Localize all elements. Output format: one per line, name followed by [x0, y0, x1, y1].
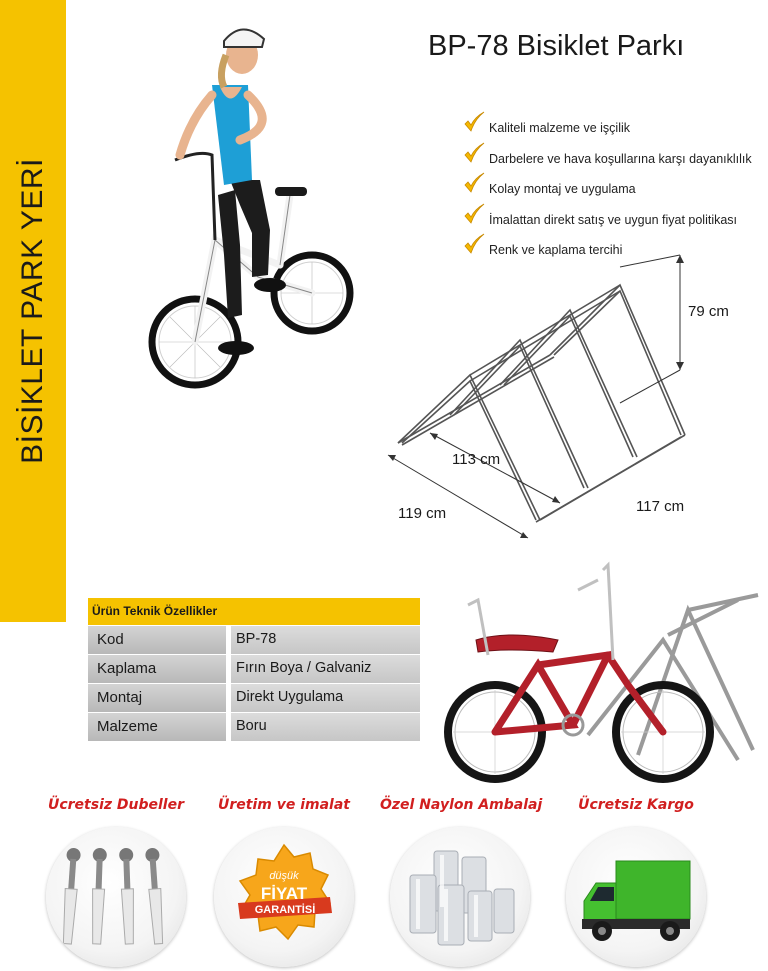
seal-text-low: düşük [269, 870, 299, 882]
table-row [88, 684, 420, 712]
checkmark-icon [463, 172, 485, 196]
rack-technical-drawing [380, 245, 740, 545]
dowel-screws-icon [46, 827, 186, 967]
bike-in-rack-image [438, 560, 763, 790]
feature-text: Darbelere ve hava koşullarına karşı dayanıklılık [489, 151, 752, 166]
nylon-packaging-badge [390, 827, 530, 967]
spec-key: Kaplama [88, 655, 226, 683]
price-guarantee-badge [214, 827, 354, 967]
spec-value: Boru [231, 713, 420, 741]
checkmark-icon [463, 203, 485, 227]
spec-value: Direkt Uygulama [231, 684, 420, 712]
seal-text-guarantee: GARANTİSİ [254, 904, 316, 916]
dimension-inner-depth: 113 cm [452, 451, 501, 468]
feature-text: Kolay montaj ve uygulama [489, 182, 636, 196]
side-banner-text: BİSİKLET PARK YERİ [16, 158, 49, 464]
dimension-height: 79 cm [688, 303, 729, 320]
spec-table [88, 598, 420, 741]
dimension-length: 117 cm [636, 498, 685, 515]
feature-text: Renk ve kaplama tercihi [489, 243, 623, 257]
feature-text: İmalattan direkt satış ve uygun fiyat politikası [489, 212, 738, 227]
delivery-truck-icon [566, 827, 706, 967]
cyclist-image [140, 15, 360, 405]
spec-value: Fırın Boya / Galvaniz [231, 655, 420, 683]
spec-table-header: Ürün Teknik Özellikler [88, 598, 420, 625]
spec-key: Kod [88, 626, 226, 654]
badge-label-dowels: Ücretsiz Dubeller [47, 797, 184, 813]
seal-text-price: FİYAT [260, 884, 308, 903]
feature-item [463, 146, 768, 177]
table-row [88, 655, 420, 683]
spec-key: Montaj [88, 684, 226, 712]
spec-value: BP-78 [231, 626, 420, 654]
feature-item [463, 115, 768, 146]
checkmark-icon [463, 111, 485, 135]
page-title: BP-78 Bisiklet Parkı [428, 30, 685, 62]
dowel-screws-badge [46, 827, 186, 967]
free-shipping-badge [566, 827, 706, 967]
feature-item [463, 176, 768, 207]
spec-key: Malzeme [88, 713, 226, 741]
low-price-guarantee-icon [214, 827, 354, 967]
badge-label-shipping: Ücretsiz Kargo [578, 797, 694, 813]
nylon-rolls-icon [390, 827, 530, 967]
feature-text: Kaliteli malzeme ve işçilik [489, 121, 631, 135]
dimension-depth: 119 cm [398, 505, 447, 522]
table-row [88, 713, 420, 741]
table-row [88, 626, 420, 654]
checkmark-icon [463, 142, 485, 166]
feature-item [463, 207, 768, 238]
side-banner [0, 0, 66, 622]
badge-label-production: Üretim ve imalat [218, 797, 350, 813]
badge-label-packaging: Özel Naylon Ambalaj [380, 797, 543, 813]
